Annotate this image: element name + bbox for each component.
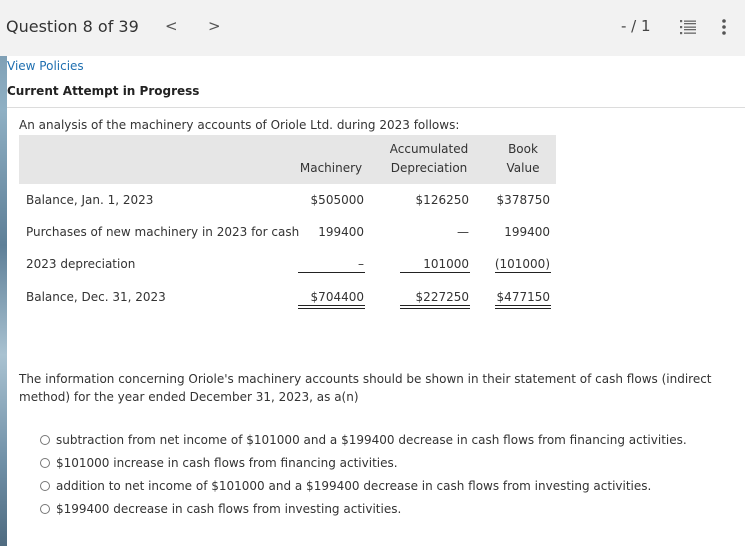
total-double-underline (298, 308, 365, 309)
table-cell-book: $477150 (496, 290, 550, 304)
answer-option-b[interactable] (40, 456, 398, 470)
question-counter: Question 8 of 39 (6, 17, 139, 36)
table-cell-accum: 101000 (423, 257, 469, 271)
attempt-status: Current Attempt in Progress (7, 84, 200, 98)
total-double-underline (400, 305, 470, 306)
answer-option-c[interactable] (40, 479, 651, 493)
total-double-underline (298, 305, 365, 306)
radio-button[interactable] (40, 458, 50, 468)
radio-button[interactable] (40, 481, 50, 491)
table-cell-book: 199400 (504, 225, 550, 239)
radio-button[interactable] (40, 435, 50, 445)
subtotal-underline (298, 272, 365, 273)
answer-option-text: $101000 increase in cash flows from financing activities. (56, 456, 398, 470)
table-cell-book: $378750 (496, 193, 550, 207)
table-cell-accum: $126250 (415, 193, 469, 207)
table-cell-machinery: $505000 (310, 193, 364, 207)
table-cell-book: (101000) (494, 257, 550, 271)
answer-option-text: subtraction from net income of $101000 and a $199400 decrease in cash flows from financing activities. (56, 433, 687, 447)
table-header (19, 135, 556, 184)
total-double-underline (495, 305, 551, 306)
answer-option-text: addition to net income of $101000 and a $199400 decrease in cash flows from investing activities. (56, 479, 652, 493)
next-question-button[interactable]: > (208, 17, 221, 35)
total-double-underline (495, 308, 551, 309)
table-cell-machinery: $704400 (310, 290, 364, 304)
left-edge-decoration (0, 0, 7, 546)
table-cell-machinery: – (358, 257, 364, 271)
table-cell-machinery: 199400 (318, 225, 364, 239)
answer-option-a[interactable] (40, 433, 687, 447)
answer-option-text: $199400 decrease in cash flows from investing activities. (56, 502, 402, 516)
subtotal-underline (495, 272, 551, 273)
view-policies-link[interactable]: View Policies (7, 59, 84, 73)
list-icon[interactable] (680, 19, 696, 35)
col-header-depreciation: Depreciation (390, 161, 468, 175)
table-row-label: Balance, Jan. 1, 2023 (26, 193, 154, 207)
col-header-book: Book (508, 142, 538, 156)
problem-intro: An analysis of the machinery accounts of Oriole Ltd. during 2023 follows: (19, 118, 460, 132)
table-cell-accum: $227250 (415, 290, 469, 304)
previous-question-button[interactable]: < (165, 17, 178, 35)
score-display: - / 1 (621, 17, 651, 35)
total-double-underline (400, 308, 470, 309)
col-header-value: Value (506, 161, 540, 175)
col-header-accumulated: Accumulated (389, 142, 469, 156)
question-text: The information concerning Oriole's machinery accounts should be shown in their statement of cash flows (indirect method) for the year ended December 31, 2023, as a(n) (19, 372, 712, 404)
subtotal-underline (400, 272, 470, 273)
more-vertical-icon[interactable] (721, 18, 727, 36)
col-header-machinery: Machinery (299, 161, 363, 175)
answer-option-d[interactable] (40, 502, 401, 516)
table-row-label: Purchases of new machinery in 2023 for cash (26, 225, 300, 239)
table-row-label: Balance, Dec. 31, 2023 (26, 290, 166, 304)
table-row-label: 2023 depreciation (26, 257, 136, 271)
table-cell-accum: — (457, 225, 469, 239)
question-header (0, 0, 745, 56)
section-divider (7, 107, 745, 108)
radio-button[interactable] (40, 504, 50, 514)
